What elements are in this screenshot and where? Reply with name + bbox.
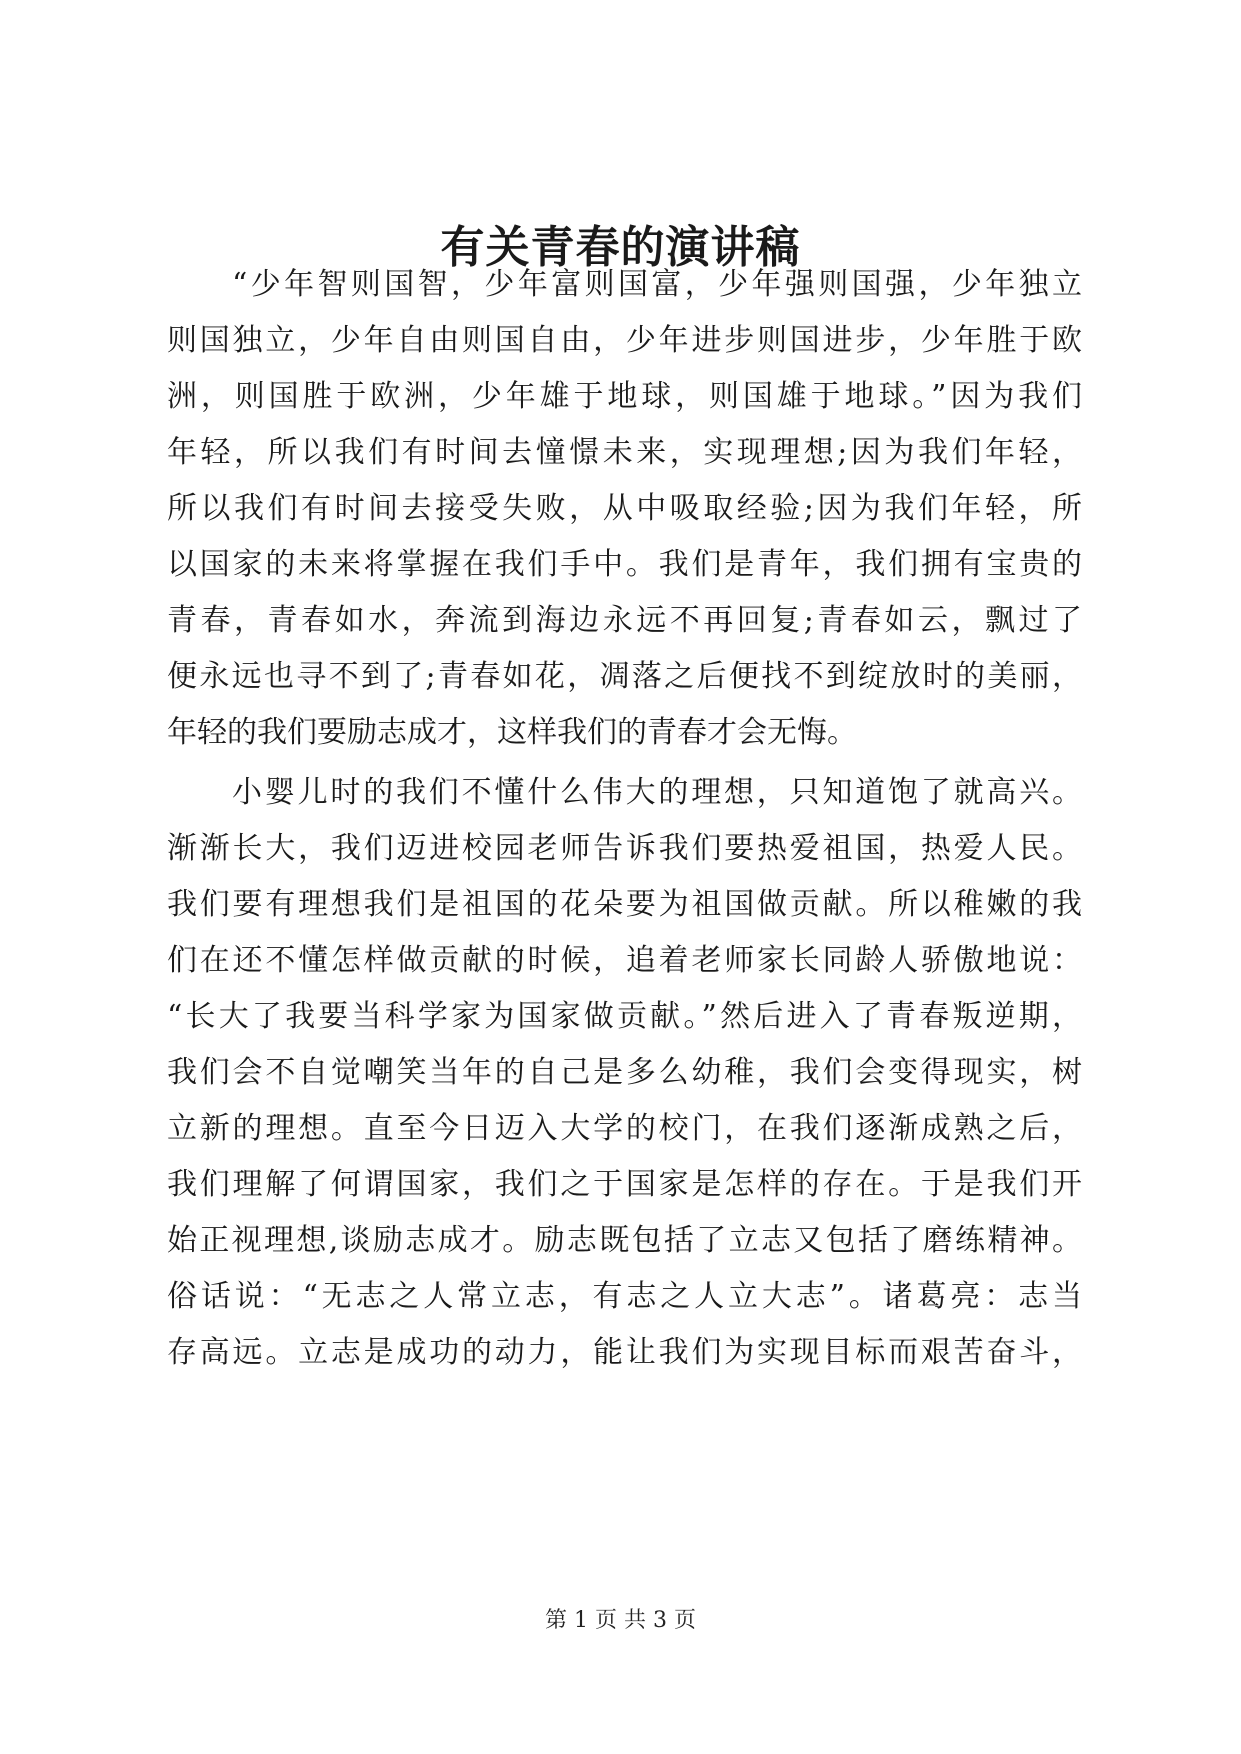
paragraph-line: 存高远。立志是成功的动力，能让我们为实现目标而艰苦奋斗，: [167, 1335, 1082, 1370]
paragraph-line: “长大了我要当科学家为国家做贡献。”然后进入了青春叛逆期，: [167, 999, 1082, 1034]
paragraph-line: 们在还不懂怎样做贡献的时候，追着老师家长同龄人骄傲地说：: [167, 943, 1082, 978]
paragraph-line: 洲，则国胜于欧洲，少年雄于地球，则国雄于地球。”因为我们: [167, 379, 1082, 414]
paragraph-line: 所以我们有时间去接受失败，从中吸取经验;因为我们年轻，所: [167, 491, 1082, 526]
paragraph-line: 我们要有理想我们是祖国的花朵要为祖国做贡献。所以稚嫩的我: [167, 887, 1082, 922]
paragraph-line: 年轻，所以我们有时间去憧憬未来，实现理想;因为我们年轻，: [167, 435, 1082, 470]
paragraph-line: “少年智则国智，少年富则国富，少年强则国强，少年独立: [232, 267, 1082, 302]
paragraph-line: 年轻的我们要励志成才，这样我们的青春才会无悔。: [167, 715, 857, 750]
paragraph-line: 以国家的未来将掌握在我们手中。我们是青年，我们拥有宝贵的: [167, 547, 1082, 582]
paragraph-line: 便永远也寻不到了;青春如花，凋落之后便找不到绽放时的美丽，: [167, 659, 1082, 694]
paragraph-line: 青春，青春如水，奔流到海边永远不再回复;青春如云，飘过了: [167, 603, 1082, 638]
page-number-footer: 第 1 页 共 3 页: [545, 1608, 696, 1633]
paragraph-line: 始正视理想,谈励志成才。励志既包括了立志又包括了磨练精神。: [167, 1223, 1082, 1258]
paragraph-line: 我们理解了何谓国家，我们之于国家是怎样的存在。于是我们开: [167, 1167, 1082, 1202]
paragraph-line: 我们会不自觉嘲笑当年的自己是多么幼稚，我们会变得现实，树: [167, 1055, 1082, 1090]
paragraph-line: 立新的理想。直至今日迈入大学的校门，在我们逐渐成熟之后，: [167, 1111, 1082, 1146]
paragraph-line: 小婴儿时的我们不懂什么伟大的理想，只知道饱了就高兴。: [232, 775, 1082, 810]
paragraph-line: 则国独立，少年自由则国自由，少年进步则国进步，少年胜于欧: [167, 323, 1082, 358]
paragraph-line: 渐渐长大，我们迈进校园老师告诉我们要热爱祖国，热爱人民。: [167, 831, 1082, 866]
paragraph-line: 俗话说：“无志之人常立志，有志之人立大志”。诸葛亮：志当: [167, 1279, 1082, 1314]
document-title: 有关青春的演讲稿: [440, 222, 801, 273]
